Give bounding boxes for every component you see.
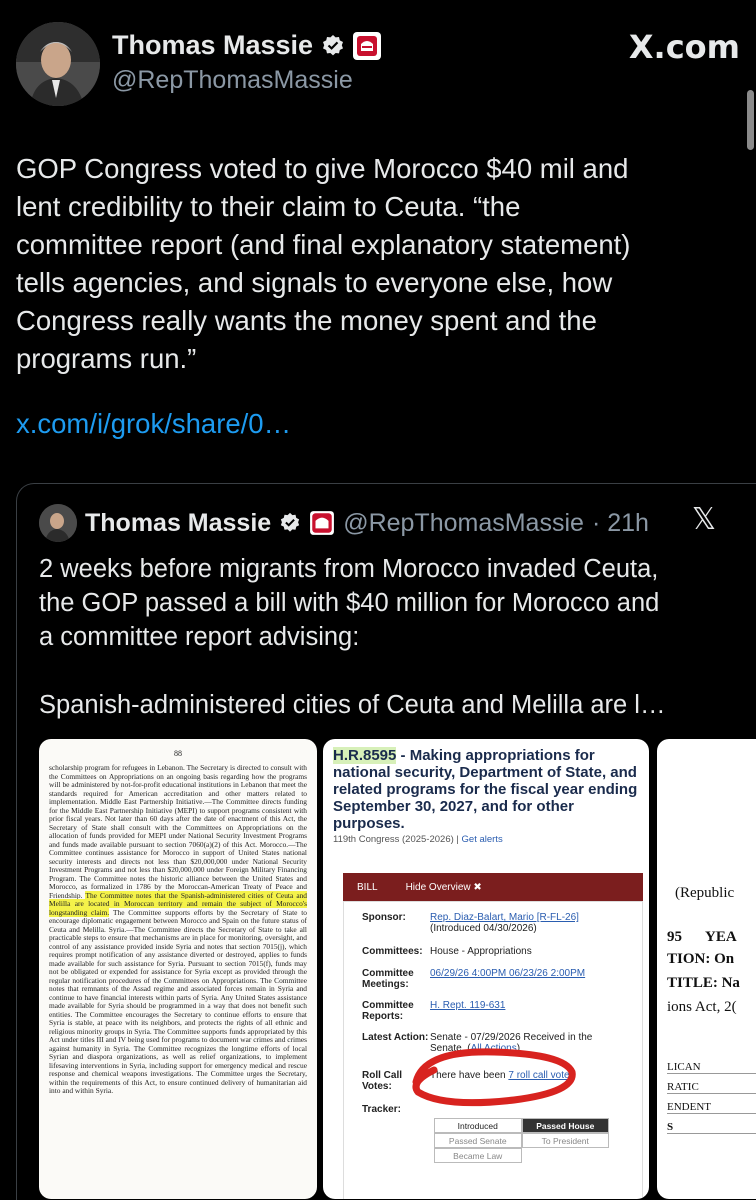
reports-label: Committee Reports: [362, 1000, 414, 1022]
tweet-link[interactable]: x.com/i/grok/share/0… [16, 408, 292, 439]
bill-title [333, 747, 639, 832]
report-text-before: scholarship program for refugees in Lebanon. The Secretary is directed to consult with the Committees on Appropriations on an ongoing basis regarding how the programs will be administered by not-for-profit educational institutions in Lebanon that meet the standards required for American accreditation and other matters related to implementation. Middle East Partnership Initiative.—The Committee directs funding for the Middle East Partnership Initiative (MEPI) to support programs consistent with prior fiscal years. Not later than 60 days after the date of enactment of this Act, the Secretary of State shall consult with the Committees on Appropriations on the allocation of funds provided for MEPI under National Security Investment Programs and funds made available pursuant to section 7060(a)(2) of this Act. Morocco.—The Committee continues assistance for Morocco in support of United States national security interests and directs not less than $20,000,000 under National Security Investment Programs and not less than $20,000,000 under Foreign Military Financing Program. The Committee notes the historic alliance between the United States and Morocco, as formalized in 1786 by the Moroccan-American Treaty of Peace and Friendship. [49, 763, 307, 900]
sponsor-link: Rep. Diaz-Balart, Mario [R-FL-26] [430, 912, 579, 923]
roll-line-2a: 95 [667, 929, 682, 945]
latest-action-label: Latest Action: [362, 1032, 429, 1043]
reports-link: H. Rept. 119-631 [430, 1000, 506, 1011]
congress-bill-image[interactable] [323, 739, 649, 1199]
report-text [49, 764, 307, 1096]
tweet-text: GOP Congress voted to give Morocco $40 mil and lent credibility to their claim to Ceuta. “the committee report (and final explanatory statement) tells agencies, and signals to everyone else, how Congress really wants the money spent and the programs run.” [16, 153, 631, 374]
bill-tab-bar [343, 873, 643, 901]
tracker-became-law: Became Law [434, 1148, 522, 1163]
quoted-tweet[interactable] [16, 483, 756, 1200]
quoted-timestamp[interactable]: · 21h [591, 508, 649, 537]
committee-report-image[interactable] [39, 739, 317, 1199]
tracker-label: Tracker: [362, 1104, 401, 1115]
congress-label: 119th Congress (2025-2026) | [333, 834, 462, 845]
report-page-number: 88 [174, 749, 182, 758]
bill-tracker [434, 1118, 609, 1163]
hide-overview-tab: Hide Overview ✖ [405, 881, 482, 893]
tracker-passed-house: Passed House [522, 1118, 610, 1133]
bill-tab: BILL [357, 881, 378, 893]
roll-line-4: TITLE: Na [667, 975, 740, 991]
site-label: X.com [628, 28, 740, 66]
bill-congress [333, 834, 639, 845]
tracker-to-president: To President [522, 1133, 610, 1148]
x-logo-icon: 𝕏 [691, 502, 716, 537]
bill-number: H.R.8595 [333, 747, 397, 764]
report-text-after: The Committee supports efforts by the Secretary of State to encourage diplomatic engagement between Morocco and Spain on the future status of Ceuta and Melilla. Syria.—The Committee directs the Secretary of State to take all practicable steps to ensure that mechanisms are in place for monitoring, oversight, and control of any assistance provided inside Syria and notes that section 7015(j), which requires prompt notification of any assistance diverted or destroyed, applies to funds made available for such assistance for Syria. Pursuant to section 7015(f), funds may not be obligated or expended for assistance for Syria except as provided through the regular notification procedures of the Committees on Appropriations. The Committee notes that remnants of the Assad regime and associated forces remain in Syria and continue to have financial interests within parts of Syria. Any United States assistance made available for Syria should be programmed in a way that does not benefit such entities. The Committee encourages the Secretary to continue efforts to ensure that Syria is stable, at peace with its neighbors, and protects the rights of all ethnic and religious minority groups in Syria. The Committee supports funds appropriated by this Act under titles III and IV being used for programs to document war crimes and crimes against humanity in Syria. The Committee recognizes the longtime efforts of local Syrian and diaspora organizations, as well as relief organizations, to implement lifesaving interventions in Syria, including support for emergency medical and rescue response and chemical weapons investigations. The Committee urges the Secretary, within the requirements of this Act, to ensure continued delivery of humanitarian aid into and within Syria. [49, 907, 308, 1095]
red-circle-annotation [404, 1042, 584, 1112]
roll-line-5: ions Act, 2( [667, 999, 737, 1015]
tweet-header [16, 22, 740, 112]
roll-call-label: Roll Call Votes: [362, 1070, 403, 1092]
roll-call-image[interactable] [657, 739, 756, 1199]
quoted-author-avatar [39, 504, 77, 542]
all-actions-link: All Actions [470, 1043, 517, 1054]
quoted-author-handle[interactable]: @RepThomasMassie [343, 508, 584, 537]
get-alerts-link: Get alerts [461, 834, 503, 845]
roll-call-prefix: There have been [430, 1070, 509, 1081]
party-row: LICAN [667, 1061, 756, 1074]
party-row: RATIC [667, 1081, 756, 1094]
bill-title-text: - Making appropriations for national security, Department of State, and related programs for the fiscal year ending September 30, 2027, and for other purposes. [333, 747, 638, 832]
bill-overview [343, 901, 643, 1199]
gop-affiliation-icon [309, 510, 335, 536]
author-handle[interactable]: @RepThomasMassie [112, 66, 353, 94]
latest-action-value: Senate - 07/29/2026 Received in the Senate. ( [430, 1032, 593, 1054]
latest-action-close: ) [516, 1043, 521, 1054]
committees-label: Committees: [362, 946, 423, 957]
roll-line-1: (Republic [675, 885, 735, 901]
tracker-passed-senate: Passed Senate [434, 1133, 522, 1148]
roll-call-link: 7 roll call votes [508, 1070, 575, 1081]
meetings-label: Committee Meetings: [362, 968, 414, 990]
author-avatar[interactable] [16, 22, 100, 106]
scrollbar[interactable] [747, 90, 754, 150]
party-row: S [667, 1121, 756, 1134]
roll-line-2b: YEA [705, 929, 737, 945]
sponsor-label: Sponsor: [362, 912, 406, 923]
report-highlight: The Committee notes that the Spanish-administered cities of Ceuta and Melilla are located in Moroccan territory and remain the subject of Morocco's longstanding claim. [49, 890, 307, 917]
quoted-author-name[interactable]: Thomas Massie [85, 508, 272, 537]
quoted-tweet-text: 2 weeks before migrants from Morocco invaded Ceuta, the GOP passed a bill with $40 million for Morocco and a committee report advising: Spanish-administered cities of Ceuta and Melilla are l… [39, 555, 666, 719]
author-name[interactable]: Thomas Massie [112, 30, 314, 60]
committees-value: House - Appropriations [430, 946, 532, 957]
sponsor-intro: (Introduced 04/30/2026) [430, 923, 537, 934]
roll-line-3: TION: On [667, 951, 735, 967]
verified-icon [321, 34, 345, 58]
meetings-value: 06/29/26 4:00PM 06/23/26 2:00PM [430, 968, 586, 979]
verified-icon [279, 512, 301, 534]
party-row: ENDENT [667, 1101, 756, 1114]
gop-affiliation-icon[interactable] [353, 32, 381, 60]
tracker-introduced: Introduced [434, 1118, 522, 1133]
